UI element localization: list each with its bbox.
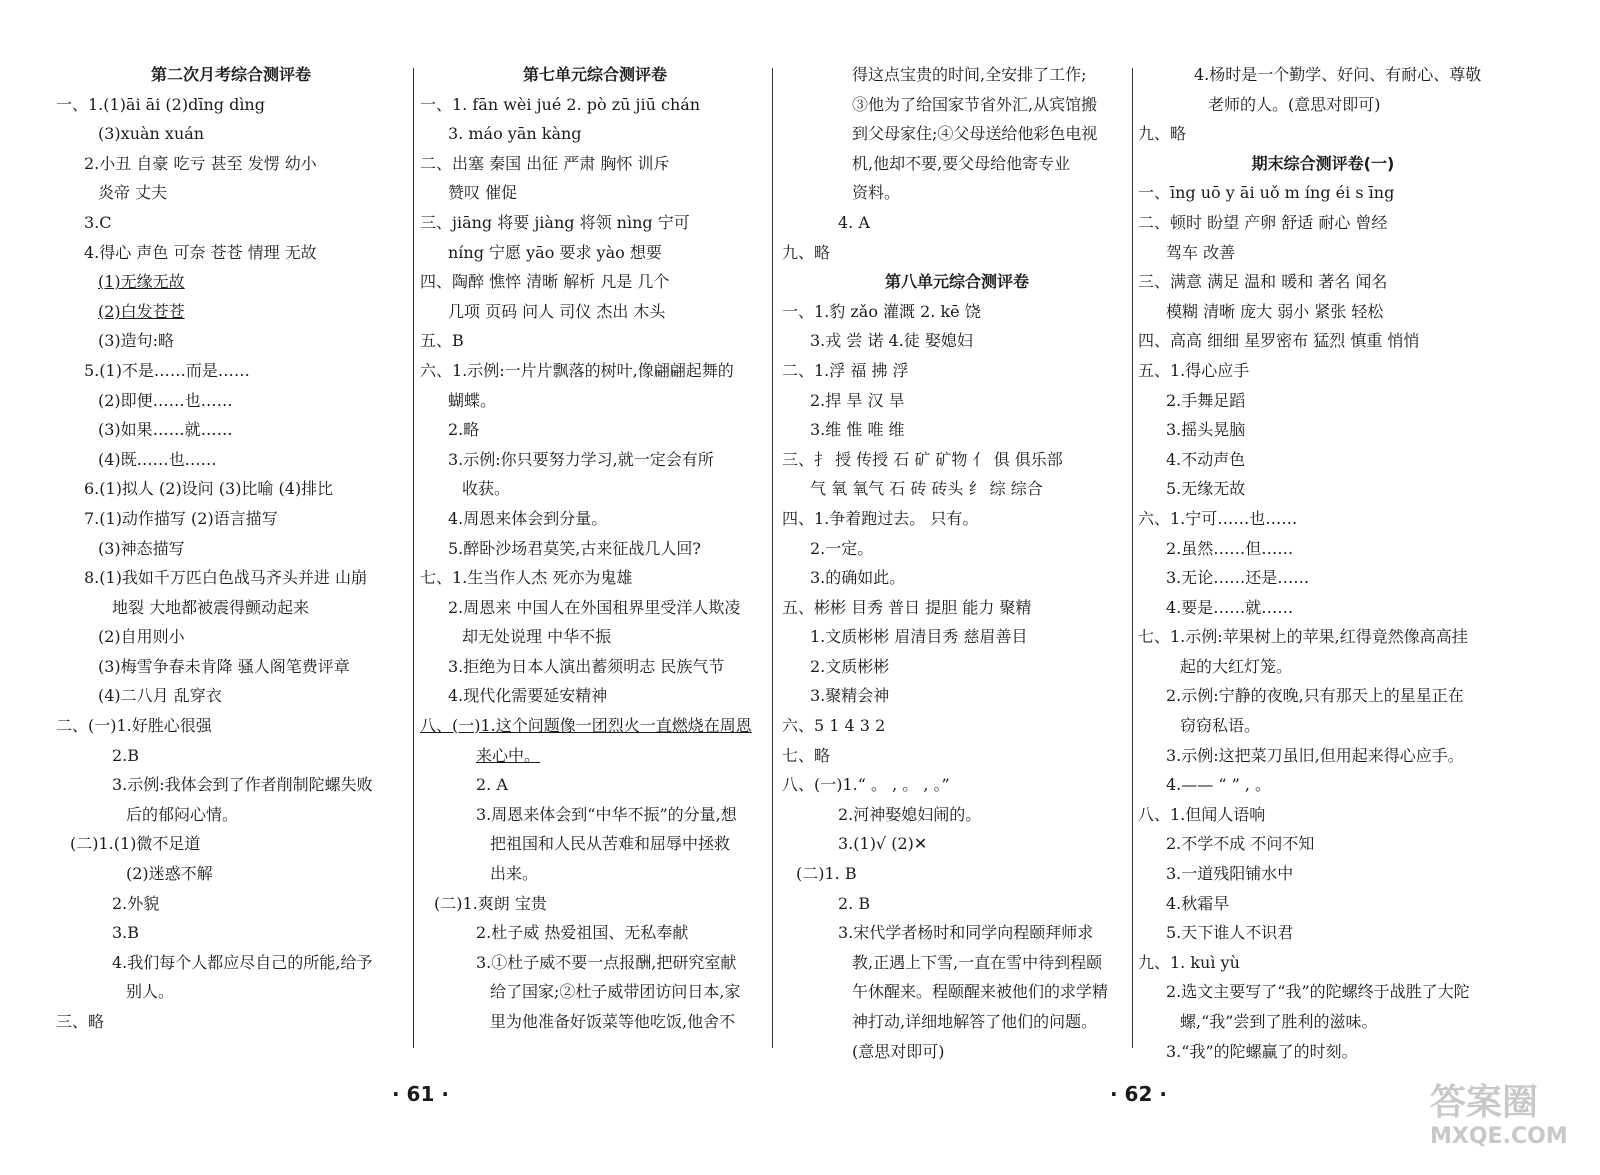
answer-line: 二、1.浮 福 拂 浮 [782,360,909,380]
answer-line: 3.摇头晃脑 [1166,420,1246,440]
answer-line: 2.选文主要写了“我”的陀螺终于战胜了大陀 [1166,982,1470,1002]
answer-line: 3. máo yān kàng [448,124,582,144]
answer-line: 3.维 惟 唯 维 [810,420,905,440]
column-1 [56,60,406,1037]
answer-line: 别人。 [126,982,175,1002]
answer-line: 七、略 [782,745,831,765]
answer-line: 5.天下谁人不识君 [1166,923,1294,943]
answer-line: (4)既……也…… [98,449,217,469]
answer-line: 四、高高 细细 星罗密布 猛烈 慎重 悄悄 [1138,331,1420,351]
answer-line: 三、jiāng 将要 jiàng 将领 nìng 宁可 [420,212,690,232]
answer-line: 6.(1)拟人 (2)设问 (3)比喻 (4)排比 [84,479,334,499]
answer-line: 3.一道残阳铺水中 [1166,864,1294,884]
page-number-left: · 61 · [392,1082,449,1106]
answer-line: 地裂 大地都被震得颤动起来 [112,597,310,617]
answer-line: 4.—— “ ” , 。 [1166,775,1272,795]
answer-line: 4.不动声色 [1166,449,1246,469]
answer-line: (2)迷惑不解 [126,864,213,884]
answer-line: (4)二八月 乱穿衣 [98,686,222,706]
answer-line: 三、满意 满足 温和 暖和 著名 闻名 [1138,272,1388,292]
answer-line: 二、(一)1.好胜心很强 [56,716,212,736]
answer-line: 三、略 [56,1012,105,1031]
answer-line: 8.(1)我如千万匹白色战马齐头并进 山崩 [84,568,368,588]
answer-line: 3.“我”的陀螺赢了的时刻。 [1166,1041,1358,1061]
answer-line: 却无处说理 中华不振 [462,627,612,647]
answer-line: 4.周恩来体会到分量。 [448,508,608,528]
answer-line: 六、1.宁可……也…… [1138,508,1298,528]
section-title: 第二次月考综合测评卷 [150,65,311,84]
answer-line: (2)白发苍苍 [98,301,185,321]
answer-line: 一、1.(1)āi āi (2)dīng dìng [56,94,265,114]
answer-line: (3)造句:略 [98,331,175,351]
answer-line: 九、略 [1138,124,1187,144]
answer-line: 3.聚精会神 [810,686,890,706]
section-title: 期末综合测评卷(一) [1251,153,1395,173]
column-4 [1138,60,1508,1066]
answer-line: 3.的确如此。 [810,568,906,588]
answer-line: 把祖国和人民从苦难和屈辱中拯救 [490,834,731,854]
answer-line: 五、1.得心应手 [1138,360,1250,380]
answer-line: 神打动,详细地解答了他们的问题。 [852,1012,1098,1031]
answer-line: 四、陶醉 憔悴 清晰 解析 凡是 几个 [420,272,670,292]
answer-line: 几项 页码 问人 司仪 杰出 木头 [448,301,666,321]
section-title: 第七单元综合测评卷 [522,65,667,84]
answer-line: 2.手舞足蹈 [1166,390,1246,410]
answer-line: 模糊 清晰 庞大 弱小 紧张 轻松 [1166,301,1384,321]
answer-line: (1)无缘无故 [98,272,185,292]
answer-line: 2.杜子威 热爱祖国、无私奉献 [476,923,689,943]
answer-line: 2.河神娶媳妇闹的。 [838,804,982,824]
answer-line: 4.得心 声色 可奈 苍苍 情理 无故 [84,242,317,262]
answer-line: 2.小丑 自豪 吃亏 甚至 发愣 幼小 [84,153,317,173]
answer-line: 一、īng uō y āi uǒ m íng éi s īng [1138,183,1395,203]
answer-line: 2.B [112,745,140,765]
answer-line: 4.杨时是一个勤学、好问、有耐心、尊敬 [1194,65,1482,84]
answer-line: (2)即便……也…… [98,390,233,410]
answer-line: 资料。 [852,183,901,203]
page-number-right: · 62 · [1110,1082,1167,1106]
answer-line: 得这点宝贵的时间,全安排了工作; [852,65,1087,84]
section-title: 第八单元综合测评卷 [884,272,1029,292]
answer-line: 机,他却不要,要父母给他寄专业 [852,153,1071,173]
column-divider [772,68,773,1048]
answer-line: 收获。 [462,479,511,499]
answer-line: 4.我们每个人都应尽自己的所能,给予 [112,952,373,972]
answer-line: 2.示例:宁静的夜晚,只有那天上的星星正在 [1166,686,1464,706]
answer-line: 老师的人。(意思对即可) [1208,94,1381,114]
answer-line: 六、1.示例:一片片飘落的树叶,像翩翩起舞的 [420,360,734,380]
answer-line: 3.周恩来体会到“中华不振”的分量,想 [476,804,737,824]
answer-line: 驾车 改善 [1166,242,1236,262]
answer-line: 来心中。 [476,745,541,765]
answer-line: 3.(1)√ (2)✕ [838,834,928,854]
answer-line: (二)1. B [796,864,857,884]
answer-line: 3.示例:我体会到了作者削制陀螺失败 [112,775,373,795]
answer-line: 2.不学不成 不问不知 [1166,834,1315,854]
answer-line: 赞叹 催促 [448,183,518,203]
answer-line: 2.文质彬彬 [810,656,890,676]
answer-line: 八、1.但闻人语响 [1138,804,1266,824]
watermark-url: MXQE.COM [1430,1124,1568,1149]
answer-line: (3)梅雪争春未肯降 骚人阁笔费评章 [98,656,350,676]
answer-line: (3)神态描写 [98,538,185,558]
answer-line: 一、1.豹 zǎo 灌溉 2. kē 饶 [782,301,981,321]
answer-line: 气 氧 氧气 石 砖 砖头 纟 综 综合 [810,479,1043,499]
answer-line: 3.①杜子威不要一点报酬,把研究室献 [476,952,737,972]
answer-line: 2.外貌 [112,893,160,913]
answer-line: 午休醒来。程颐醒来被他们的求学精 [852,982,1109,1002]
answer-line: (3)如果……就…… [98,420,233,440]
answer-line: 八、(一)1.这个问题像一团烈火一直燃烧在周恩 [420,716,752,736]
answer-line: 起的大红灯笼。 [1180,656,1293,676]
answer-line: 2.略 [448,420,480,440]
answer-line: 3.戎 尝 诺 4.徒 娶媳妇 [810,331,973,351]
answer-line: 2.捍 旱 汉 旱 [810,390,905,410]
answer-line: 二、出塞 秦国 出征 严肃 胸怀 训斥 [420,153,670,173]
answer-line: 窃窃私语。 [1180,716,1261,736]
answer-line: 炎帝 丈夫 [98,183,168,203]
answer-line: 九、略 [782,242,831,262]
answer-line: 到父母家住;④父母送给他彩色电视 [852,124,1098,144]
answer-line: 2.周恩来 中国人在外国租界里受洋人欺凌 [448,597,741,617]
answer-line: 5.(1)不是……而是…… [84,360,250,380]
answer-line: 三、扌 授 传授 石 矿 矿物 亻 俱 俱乐部 [782,449,1063,469]
answer-line: 5.醉卧沙场君莫笑,古来征战几人回? [448,538,701,558]
answer-line: (意思对即可) [852,1041,945,1061]
answer-line: ③他为了给国家节省外汇,从宾馆搬 [852,94,1098,114]
answer-line: 五、彬彬 目秀 普日 提胆 能力 聚精 [782,597,1032,617]
column-divider [1132,68,1133,1048]
answer-line: 3.拒绝为日本人演出蓄须明志 民族气节 [448,656,725,676]
watermark-text: 答案圈 [1430,1082,1539,1123]
answer-line: 3.示例:这把菜刀虽旧,但用起来得心应手。 [1166,745,1464,765]
answer-line: 3.宋代学者杨时和同学向程颐拜师求 [838,923,1094,943]
answer-line: (二)1.爽朗 宝贵 [434,893,547,913]
answer-line: 二、顿时 盼望 产卵 舒适 耐心 曾经 [1138,212,1388,232]
answer-line: 六、5 1 4 3 2 [782,716,886,736]
column-3 [782,60,1132,1066]
answer-line: 五、B [420,331,464,351]
answer-line: 七、1.生当作人杰 死亦为鬼雄 [420,568,633,588]
answer-line: 4.秋霜早 [1166,893,1230,913]
answer-line: 1.文质彬彬 眉清目秀 慈眉善目 [810,627,1028,647]
watermark-logo [1430,1083,1580,1163]
answer-line: (二)1.(1)微不足道 [70,834,201,854]
column-2 [420,60,770,1037]
answer-line: 蝴蝶。 [448,390,497,410]
answer-line: 螺,“我”尝到了胜利的滋味。 [1180,1012,1378,1031]
answer-line: 2.虽然……但…… [1166,538,1294,558]
answer-line: 4.要是……就…… [1166,597,1294,617]
answer-line: 教,正遇上下雪,一直在雪中待到程颐 [852,952,1103,972]
answer-line: 给了国家;②杜子威带团访问日本,家 [490,982,741,1002]
answer-line: 3.无论……还是…… [1166,568,1310,588]
answer-line: 2. B [838,893,871,913]
answer-line: 八、(一)1.“ 。 , 。 , 。” [782,775,950,795]
answer-line: 4.现代化需要延安精神 [448,686,608,706]
answer-line: 2.一定。 [810,538,874,558]
answer-line: 7.(1)动作描写 (2)语言描写 [84,508,278,528]
answer-line: 3.C [84,212,112,232]
answer-line: (2)自用则小 [98,627,185,647]
answer-line: 九、1. kuì yù [1138,952,1240,972]
answer-line: 出来。 [490,864,539,884]
answer-line: 5.无缘无故 [1166,479,1246,499]
answer-line: 2. A [476,775,508,795]
answer-line: 3.示例:你只要努力学习,就一定会有所 [448,449,714,469]
answer-line: 4. A [838,212,870,232]
answer-line: 一、1. fān wèi jué 2. pò zū jiū chán [420,94,701,114]
answer-line: 四、1.争着跑过去。 只有。 [782,508,979,528]
column-divider [413,68,414,1048]
answer-line: (3)xuàn xuán [98,124,205,144]
answer-line: 里为他准备好饭菜等他吃饭,他舍不 [490,1012,736,1031]
answer-line: 后的郁闷心情。 [126,804,239,824]
answer-line: 3.B [112,923,140,943]
answer-line: níng 宁愿 yāo 要求 yào 想要 [448,242,662,262]
answer-line: 七、1.示例:苹果树上的苹果,红得竟然像高高挂 [1138,627,1468,647]
